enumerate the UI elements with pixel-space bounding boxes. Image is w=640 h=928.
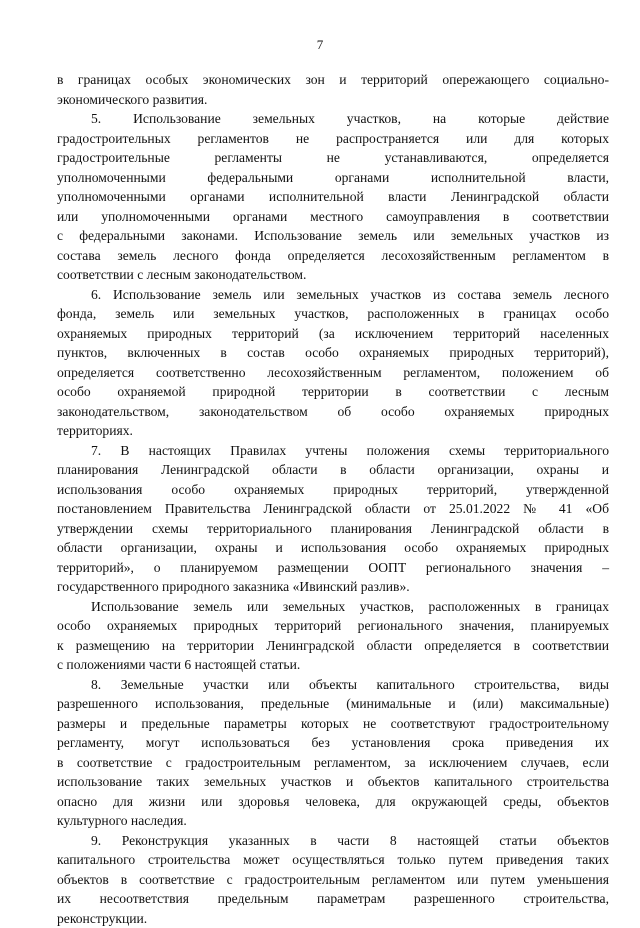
paragraph-p5 [57, 109, 609, 285]
text-line: культурного наследия. [57, 811, 609, 831]
text-line: разрешенного использования, предельные (минимальные и (или) максимальные) [57, 694, 609, 714]
text-line: опасно для жизни или здоровья человека, для окружающей среды, объектов [57, 792, 609, 812]
text-line: фонда, земель или земельных участков, расположенных в границах особо [57, 304, 609, 324]
text-line: государственного природного заказника «Ивинский разлив». [57, 577, 609, 597]
text-line: регламенту, могут использоваться без установления срока приведения их [57, 733, 609, 753]
text-line: в соответствие с градостроительным регламентом, за исключением случаев, если [57, 753, 609, 773]
text-line: 5. Использование земельных участков, на которые действие [57, 109, 609, 129]
text-line: планирования Ленинградской области в области организации, охраны и [57, 460, 609, 480]
text-line: с федеральными законами. Использование земель или земельных участков из [57, 226, 609, 246]
paragraph-p-cont [57, 70, 609, 109]
text-line: Использование земель или земельных участков, расположенных в границах [57, 597, 609, 617]
text-line: особо охраняемых природных территорий регионального значения, планируемых [57, 616, 609, 636]
text-line: объектов в соответствие с градостроительным регламентом или путем уменьшения [57, 870, 609, 890]
text-line: постановлением Правительства Ленинградской области от 25.01.2022 № 41 «Об [57, 499, 609, 519]
paragraph-p9 [57, 831, 609, 928]
paragraph-p7b [57, 597, 609, 675]
text-line: градостроительные регламенты не устанавливаются, определяется [57, 148, 609, 168]
text-line: размеры и предельные параметры которых не соответствуют градостроительному [57, 714, 609, 734]
text-line: их несоответствия предельным параметрам разрешенного строительства, [57, 889, 609, 909]
text-line: 9. Реконструкция указанных в части 8 настоящей статьи объектов [57, 831, 609, 851]
text-line: реконструкции. [57, 909, 609, 928]
text-line: области организации, охраны и использования особо охраняемых природных [57, 538, 609, 558]
text-line: к размещению на территории Ленинградской области определяется в соответствии [57, 636, 609, 656]
text-line: утверждении схемы территориального планирования Ленинградской области в [57, 519, 609, 539]
text-line: капитального строительства может осуществляться только путем приведения таких [57, 850, 609, 870]
text-line: территорий», о планируемом размещении ООПТ регионального значения – [57, 558, 609, 578]
document-body [57, 70, 609, 928]
text-line: определяется соответственно лесохозяйственным регламентом, положением об [57, 363, 609, 383]
text-line: градостроительных регламентов не распространяется или для которых [57, 129, 609, 149]
page-number: 7 [0, 37, 640, 52]
text-line: 6. Использование земель или земельных участков из состава земель лесного [57, 285, 609, 305]
text-line: 7. В настоящих Правилах учтены положения схемы территориального [57, 441, 609, 461]
text-line: охраняемых природных территорий (за исключением территорий населенных [57, 324, 609, 344]
text-line: состава земель лесного фонда определяется лесохозяйственным регламентом в [57, 246, 609, 266]
text-line: или уполномоченными органами местного самоуправления в соответствии [57, 207, 609, 227]
paragraph-p6 [57, 285, 609, 441]
text-line: экономического развития. [57, 90, 609, 110]
text-line: с положениями части 6 настоящей статьи. [57, 655, 609, 675]
text-line: территориях. [57, 421, 609, 441]
text-line: пунктов, включенных в состав особо охраняемых природных территорий), [57, 343, 609, 363]
paragraph-p7 [57, 441, 609, 597]
text-line: использование таких земельных участков и объектов капитального строительства [57, 772, 609, 792]
text-line: уполномоченными органами исполнительной власти Ленинградской области [57, 187, 609, 207]
text-line: соответствии с лесным законодательством. [57, 265, 609, 285]
text-line: 8. Земельные участки или объекты капитального строительства, виды [57, 675, 609, 695]
text-line: особо охраняемой природной территории в соответствии с лесным [57, 382, 609, 402]
text-line: использования особо охраняемых природных территорий, утвержденной [57, 480, 609, 500]
text-line: в границах особых экономических зон и территорий опережающего социально- [57, 70, 609, 90]
paragraph-p8 [57, 675, 609, 831]
text-line: уполномоченными федеральными органами исполнительной власти, [57, 168, 609, 188]
text-line: законодательством, законодательством об особо охраняемых природных [57, 402, 609, 422]
